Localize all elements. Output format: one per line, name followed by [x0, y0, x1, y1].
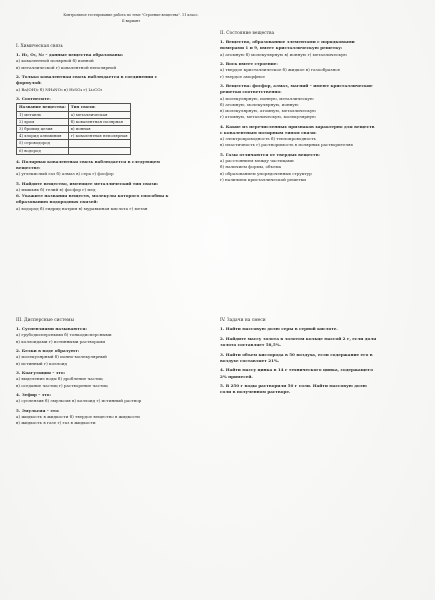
- problem-text: соли в полученном растворе.: [220, 389, 291, 395]
- question-text: формулой:: [16, 80, 42, 86]
- problem-text: 2. Найдите массу золота в золотом кольце массой 2 г, если доля: [220, 335, 377, 341]
- table-cell: 6) водород: [17, 147, 69, 154]
- problem-text: 2% примесей.: [220, 373, 253, 379]
- table-header-cell: Название вещества:: [17, 104, 69, 111]
- section-chemical-bond: [16, 44, 168, 212]
- problem-text: воздухе составляет 21%.: [220, 357, 280, 363]
- answer-option: б) атомную, молекулярную, ионную: [220, 101, 299, 107]
- table-row: [17, 126, 131, 133]
- answer-option: а) выделение воды б) дробление частиц: [16, 376, 103, 382]
- question-text: веществе:: [16, 165, 41, 171]
- question-text: образованию водородных связей:: [16, 199, 98, 205]
- problem-text: 4. Найти массу цинка в 14 г технического цинка, содержащего: [220, 367, 373, 373]
- table-row: [17, 133, 131, 140]
- question-text: номерами 1 и 9, имеет кристаллическую решетку:: [220, 45, 343, 51]
- table-cell: 5) сероводород: [17, 140, 69, 147]
- problem-text: 5. В 250 г воды растворили 50 г соли. Найти массовую долю: [220, 383, 367, 389]
- table-row: [17, 147, 131, 154]
- table-cell: 4) хлорид алюминия: [17, 133, 69, 140]
- answer-option: а) углекислый газ б) алмаз в) сера г) фосфор: [16, 171, 114, 177]
- table-header-row: [17, 104, 131, 111]
- answer-option: в) металлической г) ковалентной неполярной: [16, 64, 117, 70]
- section-state-of-matter: [220, 31, 374, 183]
- answer-option: а) жидкость в жидкости б) твердое вещество в жидкости: [16, 414, 140, 420]
- section-heading: III. Дисперсные системы: [16, 318, 74, 323]
- table-header-cell: Тип связи:: [68, 104, 130, 111]
- table-cell: в) ионная: [68, 126, 130, 133]
- question-text: 3. Коагуляция – это:: [16, 370, 66, 376]
- answer-option: в) молекулярную, атомную, металлическую: [220, 108, 316, 114]
- question-text: 4. Какие из перечисленных признаков характерно для веществ: [220, 123, 375, 129]
- answer-option: г) атомную, металлическую, молекулярную: [220, 114, 316, 120]
- answer-option: а) молекулярный б) ионно-молекулярный: [16, 354, 107, 360]
- answer-option: в) оседание частиц г) растворение частиц: [16, 382, 108, 388]
- question-text: 2. Только ковалентная связь наблюдается в соединении с: [16, 74, 158, 80]
- answer-option: в) пластичность г) растворимость в полярных растворителях: [220, 142, 353, 148]
- table-row: [17, 111, 131, 118]
- question-text: с ковалентным полярным типом связи:: [220, 130, 317, 136]
- answer-option: а) грубодисперсными б) тонкодисперсными: [16, 332, 112, 338]
- section-dispersed-systems: [16, 318, 141, 427]
- problem-text: 1. Найти массовую долю серы в серной кислоте.: [220, 326, 338, 332]
- question-text: 3. Соотнесите:: [16, 96, 51, 102]
- section-heading: IV. Задачи на смеси: [220, 318, 266, 323]
- question-text: 1. Суспензиями называются:: [16, 326, 87, 332]
- question-text: 5. Найдите вещество, имеющее металлический тип связи:: [16, 180, 159, 186]
- question-text: 2. Белки в воде образуют:: [16, 348, 80, 354]
- table-cell: 3) бромид цезия: [17, 126, 69, 133]
- table-cell: г) ковалентная неполярная: [68, 133, 130, 140]
- answer-option: а) твердое кристаллическое б) жидкое в) газообразное: [220, 67, 341, 73]
- table-row: [17, 140, 131, 147]
- answer-option: а) электропроводность б) теплопроводность: [220, 136, 316, 142]
- answer-option: в) образованием упорядоченных структур: [220, 170, 312, 176]
- answer-option: г) наличием кристаллической решетки: [220, 176, 307, 182]
- section-mixture-problems: [220, 318, 376, 396]
- answer-option: а) водород б) гидрид натрия в) муравьиная кислота г) метан: [16, 205, 148, 211]
- question-text: 6. Укажите названия веществ, молекулы которого способны к: [16, 193, 169, 199]
- answer-option: а) молекулярную, ионную, металлическую: [220, 95, 314, 101]
- question-text: 5. Газы отличаются от твердых веществ:: [220, 152, 320, 158]
- answer-option: а) ковалентной полярной б) ионной: [16, 58, 94, 64]
- question-text: 5. Эмульсия – это:: [16, 408, 60, 413]
- document-title: Контрольное тестирование работа по теме "Строение вещества". 11 класс.: [63, 13, 199, 17]
- question-text: 4. Полярная ковалентная связь наблюдается в следующем: [16, 158, 160, 164]
- table-cell: [68, 140, 130, 147]
- question-text: 1. Вещество, образованное элементами с порядковыми: [220, 39, 355, 45]
- answer-option: а) расстоянием между частицами: [220, 158, 294, 164]
- problem-text: золота составляет 58,5%.: [220, 342, 282, 347]
- table-row: [17, 118, 131, 125]
- problem-text: 3. Найти объем кислорода в 50 воздуха, если содержание его в: [220, 351, 373, 357]
- answer-option: а) атомную б) молекулярную в) ионную г) металлическую: [220, 51, 347, 57]
- answer-option: в) истинный г) коллоид: [16, 360, 67, 366]
- table-cell: а) металлическая: [68, 111, 130, 118]
- answer-option: а) Ba(OH)₂ б) NH₄NO₃ в) H₂SO₄ г) Li₂CO₃: [16, 86, 103, 92]
- document-header: [56, 13, 206, 24]
- answer-option: г) твердое аморфное: [220, 73, 265, 79]
- question-text: решетки соответственно:: [220, 89, 282, 95]
- answer-option: в) коллоидами г) истинными растворами: [16, 338, 106, 344]
- table-cell: 2) хром: [17, 118, 69, 125]
- question-text: 2. Воск имеет строение:: [220, 61, 278, 67]
- section-heading: I. Химическая связь: [16, 44, 63, 49]
- answer-option: а) мышьяк б) гелий в) фосфор г) мед: [16, 187, 96, 193]
- table-cell: [68, 147, 130, 154]
- question-text: 4. Зефир – это:: [16, 392, 52, 398]
- table-cell: б) ковалентная полярная: [68, 118, 130, 125]
- answer-option: б) наличием формы, объема: [220, 164, 282, 170]
- question-text: 1. H₂, O₃, N₂ – данные вещества образованы:: [16, 52, 124, 58]
- section-heading: II. Состояние вещества: [220, 31, 275, 36]
- matching-table: [16, 103, 131, 154]
- question-text: 3. Вещества: фосфор, алмаз, магний – имеют кристаллические: [220, 83, 373, 89]
- answer-option: а) суспензия б) эмульсия в) коллоид г) истинный раствор: [16, 398, 142, 404]
- variant-label: II вариант: [121, 19, 141, 23]
- table-cell: 1) метанль: [17, 111, 69, 118]
- answer-option: в) жидкость в газе г) газ в жидкости: [16, 420, 96, 426]
